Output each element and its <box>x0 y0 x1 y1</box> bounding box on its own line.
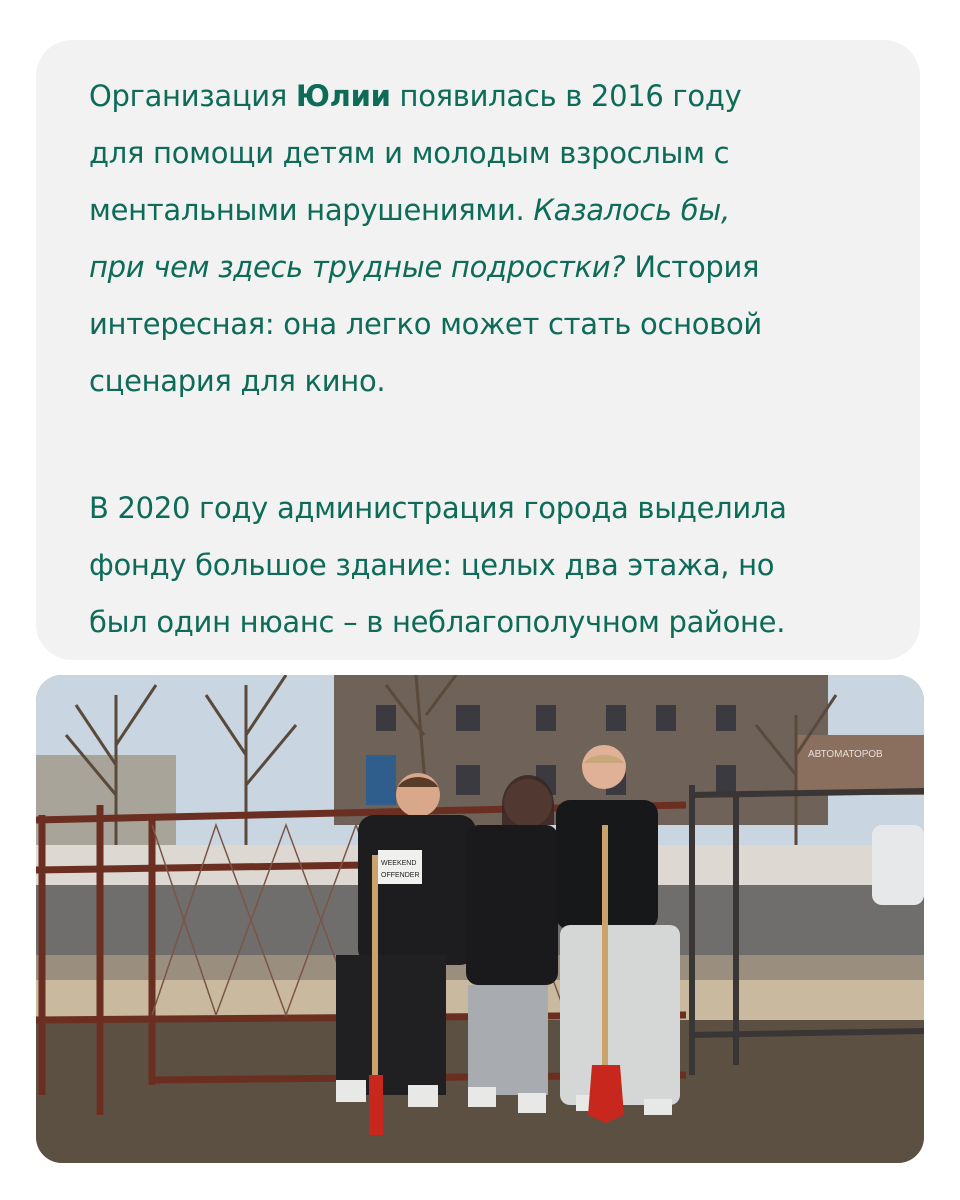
paragraph-line: сценария для кино. <box>89 364 386 398</box>
bold-name: Юлии <box>295 79 391 113</box>
paragraph-line <box>89 239 889 296</box>
shop-building <box>796 735 924 795</box>
volunteers-photo <box>36 675 924 1163</box>
tshirt-print-line: WEEKEND <box>381 860 417 867</box>
paragraph-line <box>89 182 889 239</box>
text-segment: Организация <box>89 79 296 113</box>
paragraph-line: фонду большое здание: целых два этажа, но <box>89 548 775 582</box>
italic-question: при чем здесь трудные подростки? <box>89 250 626 284</box>
paragraph-line: интересная: она легко может стать основой <box>89 307 762 341</box>
text-card <box>36 40 920 660</box>
parked-car <box>872 825 924 905</box>
paragraph-line: был один нюанс – в неблагополучном районе. <box>89 605 786 639</box>
blue-balcony <box>366 755 396 805</box>
paragraph-line: для помощи детям и молодым взрослым с <box>89 136 730 170</box>
paragraph-line: В 2020 году администрация города выделила <box>89 491 787 525</box>
paragraph-line <box>89 68 889 125</box>
text-segment: ментальными нарушениями. <box>89 193 534 227</box>
person-middle <box>466 775 558 1113</box>
text-segment: появилась в 2016 году <box>390 79 742 113</box>
photo-illustration <box>36 675 924 1163</box>
text-segment: История <box>625 250 760 284</box>
shop-sign: АВТОМАТОРОВ <box>808 749 883 760</box>
intro-paragraph <box>89 68 889 410</box>
building-paragraph <box>89 480 889 651</box>
italic-question: Казалось бы, <box>533 193 730 227</box>
tshirt-print-line: OFFENDER <box>381 872 420 879</box>
